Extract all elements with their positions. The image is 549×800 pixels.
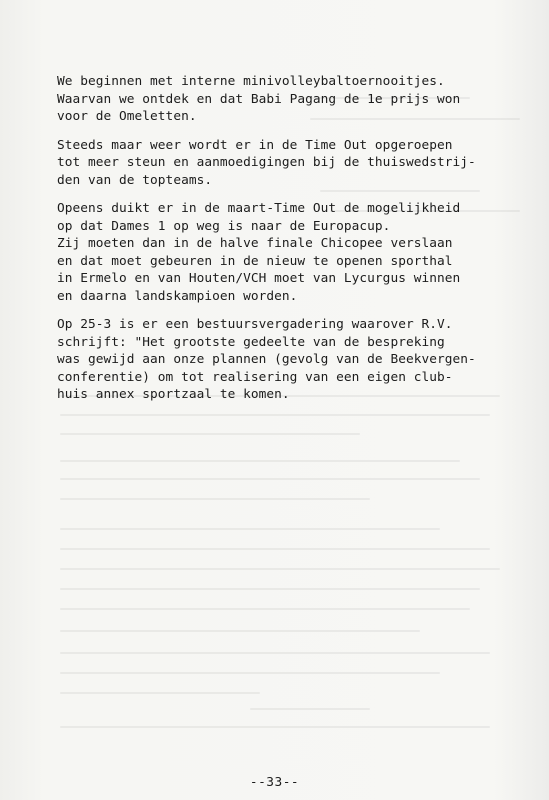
- text-line: Steeds maar weer wordt er in de Time Out opgeroepen: [57, 137, 453, 153]
- paragraph-bestuursvergadering: [57, 316, 527, 404]
- page-number: --33--: [249, 775, 300, 790]
- paragraph-time-out-oproep: [57, 137, 527, 190]
- text-line: was gewijd aan onze plannen (gevolg van de Beekvergen-: [57, 352, 476, 367]
- text-line: Op 25-3 is er een bestuursvergadering waarover R.V.: [57, 317, 453, 332]
- body-text: [57, 73, 527, 415]
- paragraph-europacup: [57, 200, 527, 305]
- text-line: op dat Dames 1 op weg is naar de Europacup.: [57, 218, 391, 234]
- text-line: schrijft: "Het grootste gedeelte van de bespreking: [57, 334, 445, 350]
- text-line: conferentie) om tot realisering van een eigen club-: [57, 369, 453, 385]
- text-line: in Ermelo en van Houten/VCH moet van Lycurgus winnen: [57, 271, 461, 286]
- text-line: tot meer steun en aanmoedigingen bij de thuiswedstrij-: [57, 155, 476, 170]
- paragraph-minivolleybal: [57, 73, 527, 126]
- text-line: voor de Omeletten.: [57, 109, 197, 124]
- text-line: Zij moeten dan in de halve finale Chicopee verslaan: [57, 236, 453, 251]
- text-line: We beginnen met interne minivolleybaltoernooitjes.: [57, 74, 445, 89]
- text-line: huis annex sportzaal te komen.: [57, 387, 290, 402]
- text-line: den van de topteams.: [57, 172, 213, 188]
- text-line: Opeens duikt er in de maart-Time Out de mogelijkheid: [57, 201, 461, 216]
- text-line: Waarvan we ontdek en dat Babi Pagang de 1e prijs won: [57, 91, 461, 107]
- text-line: en dat moet gebeuren in de nieuw te openen sporthal: [57, 253, 453, 269]
- text-line: en daarna landskampioen worden.: [57, 288, 298, 304]
